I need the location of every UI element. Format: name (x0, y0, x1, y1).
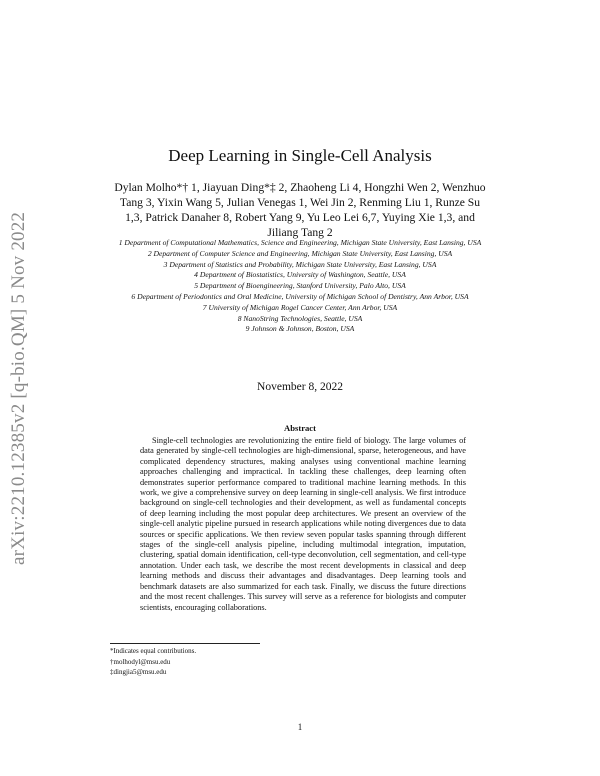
footnote: †molhodyl@msu.edu (110, 657, 171, 666)
affiliation: 6 Department of Periodontics and Oral Medicine, University of Michigan School of Dentistry, Ann Arbor, USA (131, 291, 469, 301)
affiliation: 2 Department of Computer Science and Engineering, Michigan State University, East Lansing, USA (147, 248, 453, 258)
page-number: 1 (297, 722, 303, 732)
arxiv-identifier: arXiv:2210.12385v2 [q-bio.QM] 5 Nov 2022 (8, 211, 29, 565)
affiliation: 1 Department of Computational Mathematics, Science and Engineering, Michigan State University, East Lansing, USA (118, 238, 482, 247)
author-list: Dylan Molho*† 1, Jiayuan Ding*‡ 2, Zhaoheng Li 4, Hongzhi Wen 2, Wenzhuo Tang 3, Yixin Wang 5, Julian Venegas 1, Wei Jin 2, Renming Liu 1, Runze Su 1,3, Patrick Danaher 8, Robert Yang 9, Yu Leo Lei 6,7, Yuying Xie 1,3, and Jiliang Tang 2 (114, 181, 486, 239)
affiliation: 9 Johnson & Johnson, Boston, USA (245, 324, 355, 334)
footnote: ‡dingjia5@msu.edu (110, 668, 167, 677)
affiliation: 4 Department of Biostatistics, University of Washington, Seattle, USA (194, 270, 406, 280)
abstract-text: Single-cell technologies are revolutionizing the entire field of biology. The large volumes of data generated by single-cell technologies are high-dimensional, sparse, heterogeneous, and have complicated dependency structures, making analyses using conventional machine learning approaches challenging and impractical. In tackling these challenges, deep learning often demonstrates superior performance compared to traditional machine learning methods. In this work, we give a comprehensive survey on deep learning in single-cell analysis. We first introduce background on single-cell technologies and their development, as well as fundamental concepts of deep learning including the most popular deep architectures. We present an overview of the single-cell analytic pipeline pursued in research applications while noting divergences due to data sources or specific applications. We then review seven popular tasks spanning through different stages of the single-cell analysis pipeline, including multimodal integration, imputation, clustering, spatial domain identification, cell-type deconvolution, cell segmentation, and cell-type annotation. Under each task, we describe the most recent developments in classical and deep learning methods and discuss their advantages and disadvantages. Deep learning tools and benchmark datasets are also summarized for each task. Finally, we discuss the future directions and the most recent challenges. This survey will serve as a reference for biologists and computer scientists, encouraging collaborations. (140, 436, 466, 612)
affiliation: 8 NanoString Technologies, Seattle, USA (237, 313, 363, 323)
affiliations (100, 238, 500, 335)
abstract-heading: Abstract (284, 423, 316, 433)
footnotes (110, 646, 410, 678)
paper-title: Deep Learning in Single-Cell Analysis (168, 146, 432, 165)
affiliation: 7 University of Michigan Rogel Cancer Center, Ann Arbor, USA (202, 302, 398, 312)
footnote: *Indicates equal contributions. (110, 647, 197, 655)
affiliation: 5 Department of Bioengineering, Stanford University, Palo Alto, USA (194, 281, 406, 291)
footnote-divider (110, 643, 260, 644)
publication-date: November 8, 2022 (257, 381, 343, 393)
affiliation: 3 Department of Statistics and Probability, Michigan State University, East Lansing, USA (163, 259, 437, 269)
